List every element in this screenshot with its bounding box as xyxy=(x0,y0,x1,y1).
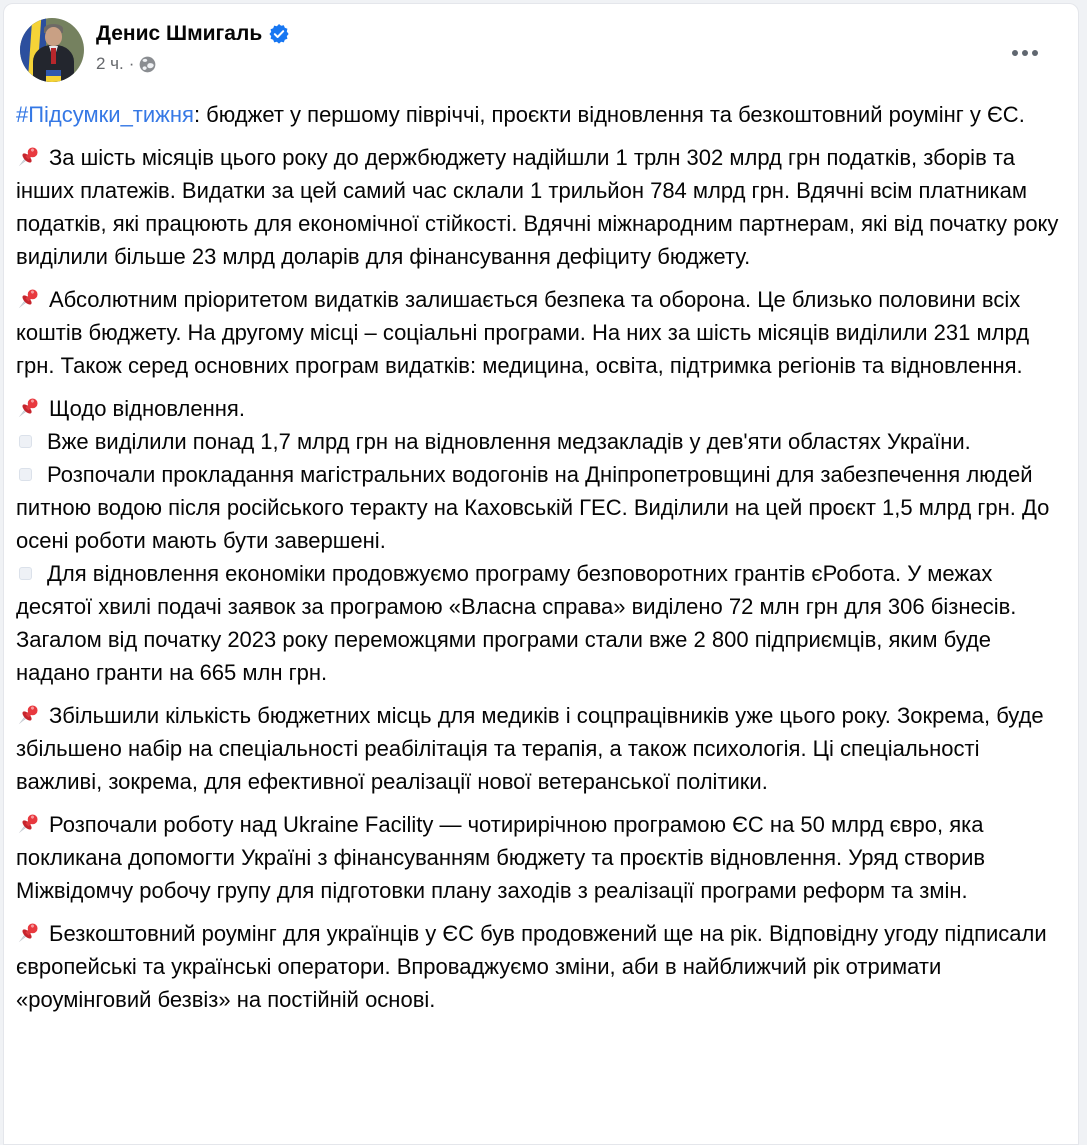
post-paragraph xyxy=(16,699,1066,798)
more-options-button[interactable] xyxy=(1006,40,1044,66)
square-bullet-icon xyxy=(19,435,32,448)
post-list-item xyxy=(16,557,1066,689)
dot-icon xyxy=(1032,50,1038,56)
post-paragraph xyxy=(16,283,1066,382)
pushpin-icon xyxy=(16,143,43,170)
square-bullet-icon xyxy=(19,468,32,481)
post-paragraph xyxy=(16,808,1066,907)
avatar-face xyxy=(45,27,62,46)
paragraph-text: Абсолютним пріоритетом видатків залишається безпека та оборона. Це близько половини всіх коштів бюджету. На другому місці – соціальні програми. На них за шість місяців виділили 231 млрд грн. Також серед основних програм видатків: медицина, освіта, підтримка регіонів та відновлення. xyxy=(16,287,1030,378)
paragraph-text: Розпочали роботу над Ukraine Facility — чотирирічною програмою ЄС на 50 млрд євро, яка покликана допомогти Україні з фінансуванням бюджету та проєктів відновлення. Уряд створив Міжвідомчу робочу групу для підготовки плану заходів з реалізації програми реформ та змін. xyxy=(16,812,986,903)
list-item-text: Вже виділили понад 1,7 млрд грн на відновлення медзакладів у дев'яти областях України. xyxy=(47,429,971,454)
post-paragraph xyxy=(16,392,1066,425)
author-avatar[interactable] xyxy=(20,18,84,82)
avatar-tie xyxy=(51,48,56,64)
pushpin-icon xyxy=(16,810,43,837)
post-paragraph xyxy=(16,98,1066,131)
avatar-flag-patch xyxy=(46,76,61,82)
list-item-text: Для відновлення економіки продовжуємо програму безповоротних грантів єРобота. У межах десятої хвилі подачі заявок за програмою «Власна справа» виділено 72 млн грн для 306 бізнесів. Загалом від початку 2023 року переможцями програми стали вже 2 800 підприємців, яким буде надано гранти на 665 млн грн. xyxy=(16,561,1017,685)
pushpin-icon xyxy=(16,701,43,728)
meta-separator: · xyxy=(128,54,135,73)
facebook-post-card xyxy=(3,3,1079,1145)
post-paragraph xyxy=(16,917,1066,1016)
author-name[interactable]: Денис Шмигаль xyxy=(96,22,263,45)
square-bullet-icon xyxy=(19,567,32,580)
paragraph-text: За шість місяців цього року до держбюджету надійшли 1 трлн 302 млрд грн податків, зборів та інших платежів. Видатки за цей самий час склали 1 трильйон 784 млрд грн. Вдячні всім платникам податків, які працюють для економічної стійкості. Вдячні міжнародним партнерам, які від початку року виділили більше 23 млрд доларів для фінансування дефіциту бюджету. xyxy=(16,145,1059,269)
post-paragraph xyxy=(16,141,1066,273)
intro-text: : бюджет у першому півріччі, проєкти відновлення та безкоштовний роумінг у ЄС. xyxy=(193,102,1025,127)
paragraph-text: Збільшили кількість бюджетних місць для медиків і соцпрацівників уже цього року. Зокрема, буде збільшено набір на спеціальності реабілітація та терапія, а також психологія. Ці спеціальності важливі, зокрема, для ефективної реалізації нової ветеранської політики. xyxy=(16,703,1044,794)
pushpin-icon xyxy=(16,394,43,421)
hashtag-link[interactable]: #Підсумки_тижня xyxy=(16,102,194,127)
post-list-item xyxy=(16,425,1066,458)
paragraph-text: Безкоштовний роумінг для українців у ЄС був продовжений ще на рік. Відповідну угоду підписали європейські та українські оператори. Впроваджуємо зміни, аби в найближчий рік отримати «роумінговий безвіз» на постійній основі. xyxy=(16,921,1047,1012)
globe-public-icon xyxy=(139,56,156,73)
pushpin-icon xyxy=(16,285,43,312)
post-timestamp[interactable]: 2 ч. xyxy=(96,54,124,73)
dot-icon xyxy=(1012,50,1018,56)
dot-icon xyxy=(1022,50,1028,56)
post-text xyxy=(16,98,1066,1016)
post-header xyxy=(20,18,1068,82)
verified-badge-icon xyxy=(269,24,289,44)
list-item-text: Розпочали прокладання магістральних водогонів на Дніпропетровщині для забезпечення людей питною водою після російського теракту на Каховській ГЕС. Виділили на цей проєкт 1,5 млрд грн. До осені роботи мають бути завершені. xyxy=(16,462,1050,553)
paragraph-text: Щодо відновлення. xyxy=(49,396,245,421)
pushpin-icon xyxy=(16,919,43,946)
post-list-item xyxy=(16,458,1066,557)
